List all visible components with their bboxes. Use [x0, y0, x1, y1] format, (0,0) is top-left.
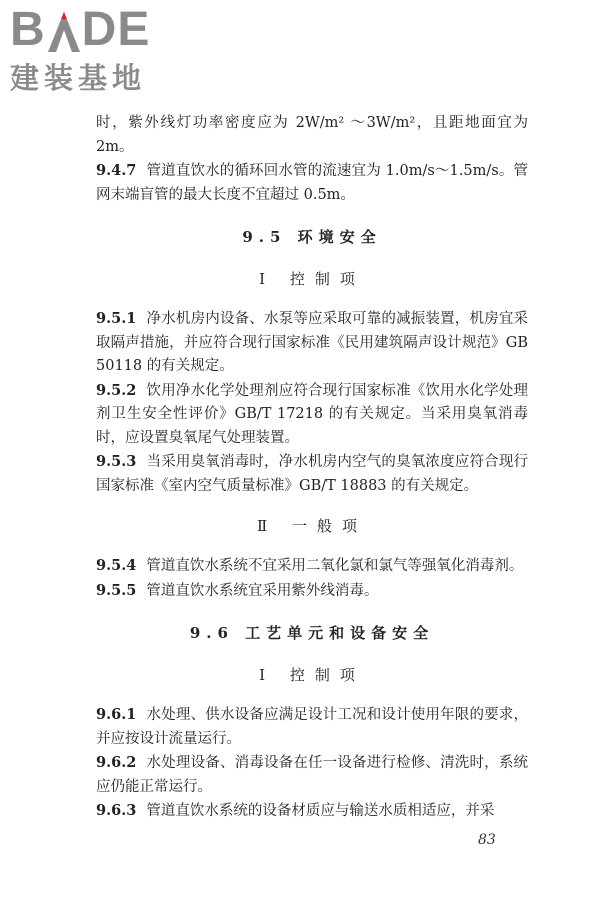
clause-9-4-7 — [96, 159, 528, 207]
clause-text: 水处理设备、消毒设备在任一设备进行检修、清洗时，系统应仍能正常运行。 — [96, 755, 528, 795]
brand-logo — [10, 3, 180, 98]
subsection-control-items-9-6: Ⅰ 控制项 — [259, 666, 365, 684]
clause-text: 管道直饮水系统宜采用紫外线消毒。 — [146, 582, 379, 599]
clause-9-5-2 — [96, 379, 528, 451]
clause-9-5-4 — [96, 554, 528, 579]
section-title-9-5: 9.5 环境安全 — [242, 228, 382, 246]
subsection-general-items-9-5: Ⅱ 一般项 — [257, 517, 367, 535]
clause-text: 饮用净水化学处理剂应符合现行国家标准《饮用水化学处理剂卫生安全性评价》GB/T 17218 的有关规定。当采用臭氧消毒时，应设置臭氧尾气处理装置。 — [96, 382, 528, 446]
document-body — [96, 112, 528, 824]
logo-a-mark — [47, 6, 81, 54]
clause-number: 9.5.2 — [96, 381, 137, 399]
clause-number: 9.5.5 — [96, 581, 137, 599]
clause-text: 净水机房内设备、水泵等应采取可靠的减振装置，机房宜采取隔声措施，并应符合现行国家标准《民用建筑隔声设计规范》GB 50118 的有关规定。 — [96, 311, 528, 374]
section-title-9-6: 9.6 工艺单元和设备安全 — [189, 624, 435, 642]
clause-9-6-3 — [96, 799, 528, 824]
clause-9-5-1 — [96, 307, 528, 379]
logo-letter-b: B — [10, 3, 46, 56]
clause-9-5-3 — [96, 450, 528, 498]
subsection-control-items-9-5: Ⅰ 控制项 — [259, 270, 365, 288]
clause-number: 9.5.4 — [96, 557, 137, 574]
clause-number: 9.6.1 — [96, 706, 137, 723]
clause-text: 管道直饮水的循环回水管的流速宜为 1.0m/s～1.5m/s。管网末端盲管的最大长度不宜超过 0.5m。 — [96, 163, 528, 203]
logo-wordmark — [10, 3, 180, 56]
clause-text: 水处理、供水设备应满足设计工况和设计使用年限的要求，并应按设计流量运行。 — [96, 707, 528, 747]
intro-paragraph: 时，紫外线灯功率密度应为 2W/m² ～3W/m²，且距地面宜为 2m。 — [96, 115, 528, 155]
page-number: 83 — [478, 832, 496, 848]
clause-number: 9.6.3 — [96, 802, 137, 819]
logo-letter-de: DE — [81, 3, 151, 56]
clause-text: 管道直饮水系统的设备材质应与输送水质相适应，并采 — [146, 803, 495, 819]
clause-number: 9.5.1 — [96, 310, 137, 327]
clause-number: 9.4.7 — [96, 162, 137, 179]
clause-text: 当采用臭氧消毒时，净水机房内空气的臭氧浓度应符合现行国家标准《室内空气质量标准》GB/T 18883 的有关规定。 — [96, 454, 528, 494]
clause-9-5-5 — [96, 579, 528, 604]
clause-text: 管道直饮水系统不宜采用二氧化氯和氯气等强氧化消毒剂。 — [146, 558, 524, 574]
clause-9-6-1 — [96, 703, 528, 751]
clause-number: 9.5.3 — [96, 453, 137, 470]
logo-tagline: 建装基地 — [10, 61, 147, 95]
clause-9-6-2 — [96, 751, 528, 799]
clause-number: 9.6.2 — [96, 754, 137, 771]
